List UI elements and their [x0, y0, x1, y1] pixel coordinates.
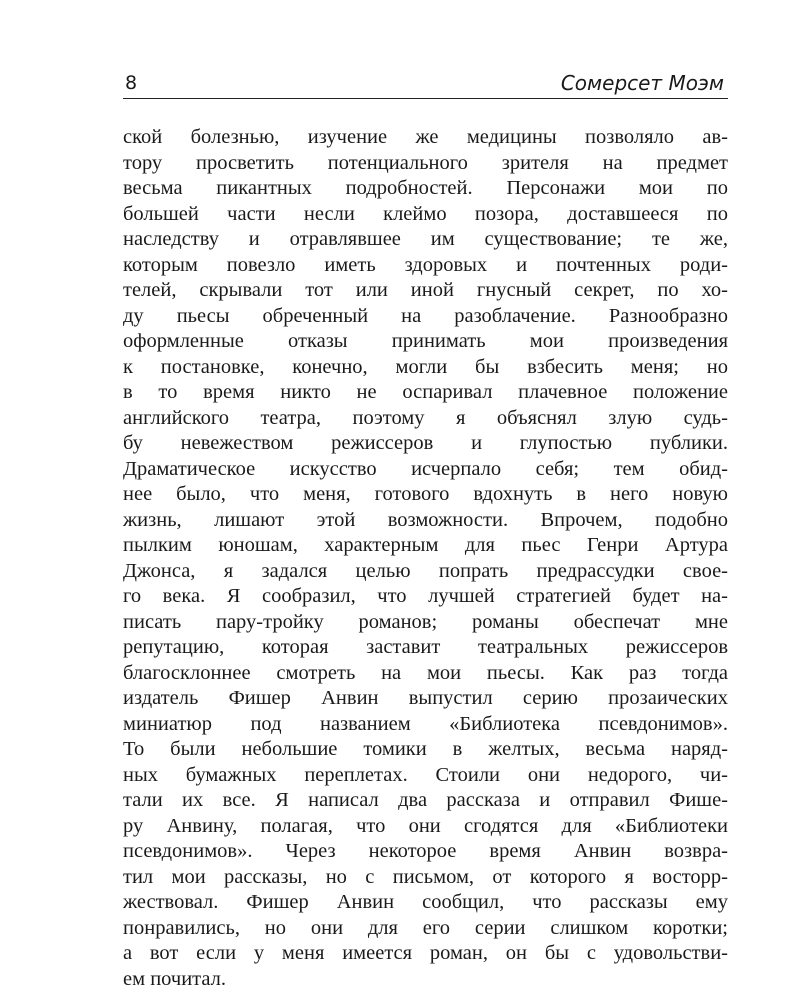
text-line: понравились, но они для его серии слишком коротки;	[123, 916, 728, 939]
text-line: псевдонимов». Через некоторое время Анвин возвра-	[123, 840, 728, 862]
running-head-author: Сомерсет Моэм	[560, 71, 724, 95]
text-line: Драматическое искусство исчерпало себя; тем обид-	[123, 457, 728, 480]
text-line: пылким юношам, характерным для пьес Генри Артура	[123, 534, 728, 556]
text-line: ных бумажных переплетах. Стоили они недорого, чи-	[123, 763, 728, 786]
text-line: нее было, что меня, готового вдохнуть в него новую	[123, 483, 728, 505]
text-line: жествовал. Фишер Анвин сообщил, что рассказы ему	[123, 891, 728, 913]
text-line: телей, скрывали тот или иной гнусный секрет, по хо-	[123, 279, 728, 301]
text-line: большей части несли клеймо позора, доставшееся по	[123, 202, 728, 225]
body-text	[123, 125, 728, 992]
text-line: тали их все. Я написал два рассказа и отправил Фише-	[123, 789, 728, 811]
text-line: ру Анвину, полагая, что они сгодятся для «Библиотеки	[123, 814, 728, 837]
text-line: оформленные отказы принимать мои произведения	[123, 330, 728, 352]
text-line: издатель Фишер Анвин выпустил серию прозаических	[123, 687, 728, 709]
page-number: 8	[125, 72, 138, 94]
text-line: наследству и отравлявшее им существование; те же,	[123, 228, 728, 250]
text-line: ской болезнью, изучение же медицины позволяло ав-	[123, 126, 728, 148]
text-line: писать пару-тройку романов; романы обеспечат мне	[123, 610, 728, 633]
running-header	[123, 70, 728, 99]
text-line: а вот если у меня имеется роман, он бы с удовольстви-	[123, 942, 728, 964]
text-line: То были небольшие томики в желтых, весьма наряд-	[123, 738, 728, 760]
text-line-last: ем почитал.	[123, 967, 227, 990]
text-line: миниатюр под названием «Библиотека псевдонимов».	[123, 712, 728, 735]
text-line: репутацию, которая заставит театральных режиссеров	[123, 636, 728, 658]
text-line: английского театра, поэтому я объяснял злую судь-	[123, 406, 728, 429]
text-line: Джонса, я задался целью попрать предрассудки свое-	[123, 559, 728, 582]
text-line: бу невежеством режиссеров и глупостью публики.	[123, 432, 728, 454]
text-line: жизнь, лишают этой возможности. Впрочем, подобно	[123, 508, 728, 531]
text-line: к постановке, конечно, могли бы взбесить меня; но	[123, 355, 728, 378]
text-line: в то время никто не оспаривал плачевное положение	[123, 381, 728, 403]
text-line: тил мои рассказы, но с письмом, от которого я восторр-	[123, 865, 728, 888]
text-line: ду пьесы обреченный на разоблачение. Разнообразно	[123, 304, 728, 327]
text-line: го века. Я сообразил, что лучшей стратегией будет на-	[123, 585, 728, 607]
text-line: весьма пикантных подробностей. Персонажи мои по	[123, 177, 728, 199]
text-line: благосклоннее смотреть на мои пьесы. Как раз тогда	[123, 661, 728, 684]
text-line: которым повезло иметь здоровых и почтенных роди-	[123, 253, 728, 276]
text-line: тору просветить потенциального зрителя на предмет	[123, 151, 728, 174]
